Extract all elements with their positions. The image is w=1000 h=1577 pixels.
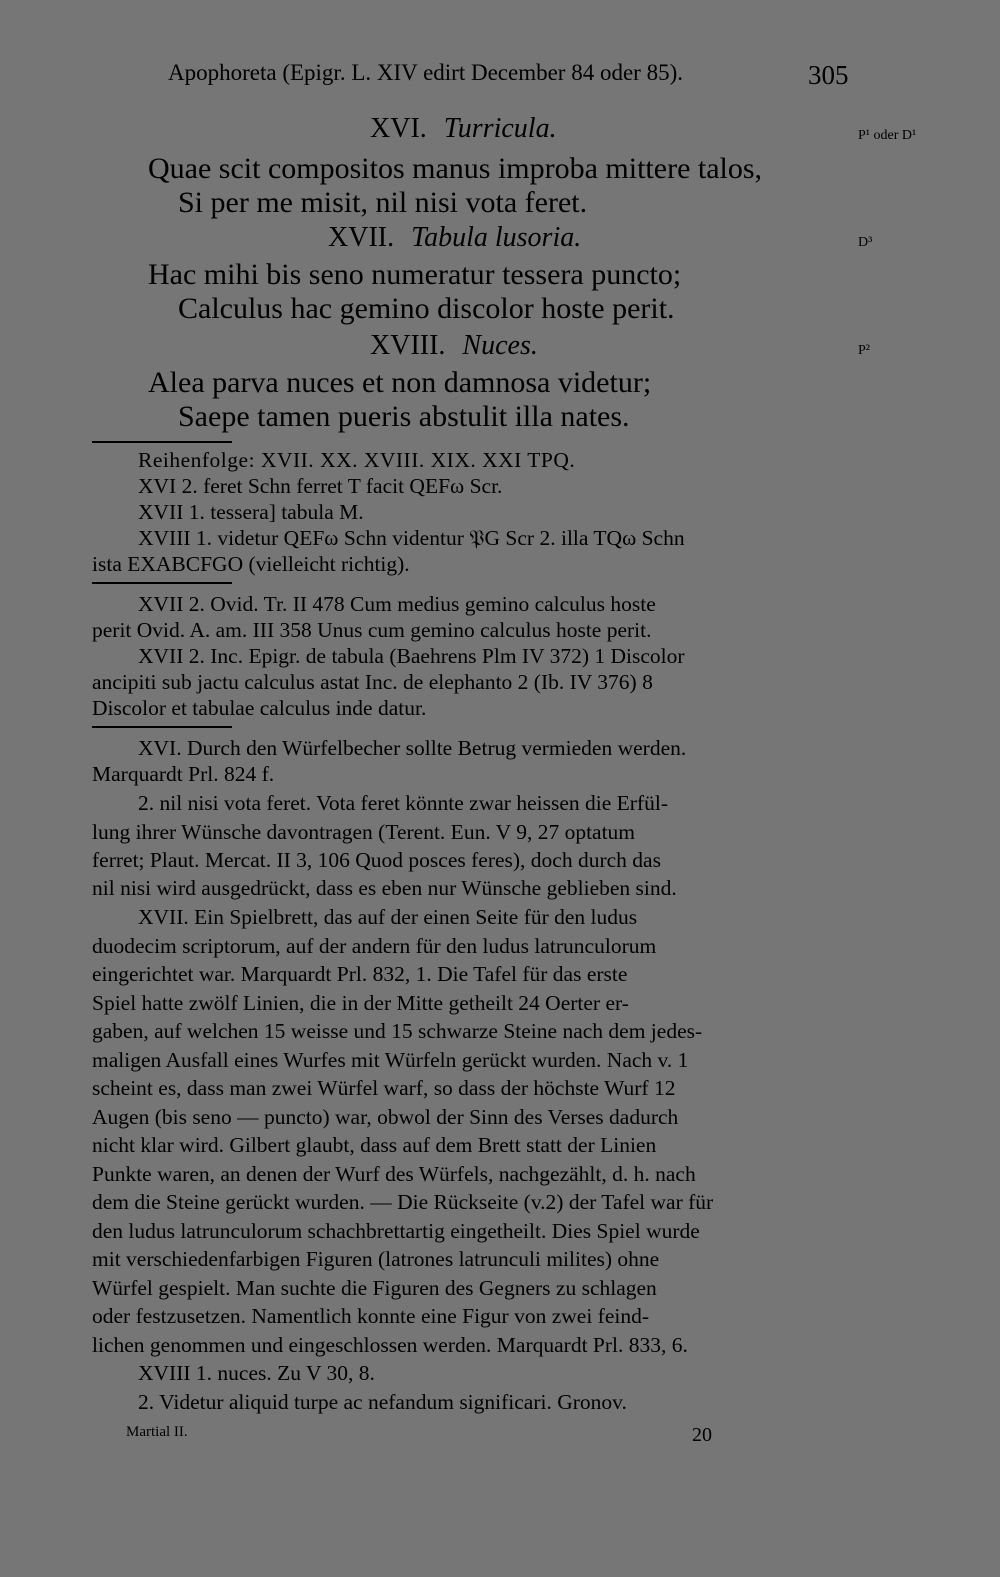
- margin-note: P²: [858, 343, 870, 358]
- commentary-line: nicht klar wird. Gilbert glaubt, dass auf dem Brett statt der Linien: [92, 1133, 657, 1157]
- commentary-line: maligen Ausfall eines Wurfes mit Würfeln gerückt wurden. Nach v. 1: [92, 1048, 689, 1072]
- commentary-line: lichen genommen und eingeschlossen werden. Marquardt Prl. 833, 6.: [92, 1333, 688, 1357]
- commentary-line: mit verschiedenfarbigen Figuren (latrones latrunculi milites) ohne: [92, 1247, 660, 1271]
- sheet-number: 20: [692, 1424, 712, 1446]
- poem-number: XVII.: [328, 222, 395, 253]
- divider: [92, 441, 232, 443]
- margin-note: P¹ oder D¹: [858, 128, 917, 143]
- commentary-line: dem die Steine gerückt wurden. — Die Rückseite (v.2) der Tafel war für: [92, 1190, 714, 1214]
- apparatus-line: XVII 1. tessera] tabula M.: [138, 500, 364, 524]
- apparatus-line: Reihenfolge: XVII. XX. XVIII. XIX. XXI TPQ.: [138, 448, 576, 472]
- poem-title: Turricula.: [443, 113, 557, 144]
- commentary-line: Punkte waren, an denen der Wurf des Würfels, nachgezählt, d. h. nach: [92, 1162, 696, 1186]
- commentary-line: scheint es, dass man zwei Würfel warf, so dass der höchste Wurf 12: [92, 1076, 676, 1100]
- commentary-line: nil nisi wird ausgedrückt, dass es eben nur Wünsche geblieben sind.: [92, 876, 677, 900]
- commentary-line: gaben, auf welchen 15 weisse und 15 schwarze Steine nach dem jedes-: [92, 1019, 703, 1043]
- commentary-line: Augen (bis seno — puncto) war, obwol der Sinn des Verses dadurch: [92, 1105, 679, 1129]
- running-head: Apophoreta (Epigr. L. XIV edirt December 84 oder 85).: [168, 60, 683, 85]
- commentary-line: oder festzusetzen. Namentlich konnte eine Figur von zwei feind-: [92, 1304, 650, 1328]
- commentary-line: Würfel gespielt. Man suchte die Figuren des Gegners zu schlagen: [92, 1276, 657, 1300]
- apparatus-line: XVIII 1. videtur QEFω Schn videntur 𝔓G Scr 2. illa TQω Schn: [138, 526, 685, 550]
- verse-line: Alea parva nuces et non damnosa videtur;: [148, 366, 652, 399]
- testimonia-line: perit Ovid. A. am. III 358 Unus cum gemino calculus hoste perit.: [92, 618, 652, 642]
- commentary-line: XVIII 1. nuces. Zu V 30, 8.: [138, 1361, 375, 1385]
- verse-line: Saepe tamen pueris abstulit illa nates.: [178, 400, 630, 433]
- testimonia-line: XVII 2. Ovid. Tr. II 478 Cum medius gemino calculus hoste: [138, 592, 656, 616]
- testimonia-line: Discolor et tabulae calculus inde datur.: [92, 696, 427, 720]
- apparatus-line: XVI 2. feret Schn ferret T facit QEFω Scr.: [138, 474, 503, 498]
- verse-line: Quae scit compositos manus improba mittere talos,: [148, 152, 763, 185]
- commentary-line: den ludus latrunculorum schachbrettartig eingetheilt. Dies Spiel wurde: [92, 1219, 700, 1243]
- commentary-line: 2. Videtur aliquid turpe ac nefandum significari. Gronov.: [138, 1390, 627, 1414]
- commentary-line: duodecim scriptorum, auf der andern für den ludus latrunculorum: [92, 934, 657, 958]
- commentary-line: Marquardt Prl. 824 f.: [92, 762, 275, 786]
- poem-number: XVIII.: [370, 330, 446, 361]
- poem-title: Nuces.: [462, 330, 538, 361]
- commentary-line: ferret; Plaut. Mercat. II 3, 106 Quod posces feres), doch durch das: [92, 848, 661, 872]
- commentary-line: XVII. Ein Spielbrett, das auf der einen Seite für den ludus: [138, 905, 638, 929]
- verse-line: Calculus hac gemino discolor hoste perit.: [178, 292, 675, 325]
- poem-heading-xvii: [328, 222, 581, 254]
- apparatus-line: ista EXABCFGO (vielleicht richtig).: [92, 552, 410, 576]
- signature-mark: Martial II.: [126, 1424, 188, 1440]
- page-number: 305: [808, 60, 849, 90]
- commentary-line: lung ihrer Wünsche davontragen (Terent. Eun. V 9, 27 optatum: [92, 820, 636, 844]
- verse-line: Hac mihi bis seno numeratur tessera puncto;: [148, 258, 682, 291]
- commentary-line: Spiel hatte zwölf Linien, die in der Mitte getheilt 24 Oerter er-: [92, 991, 629, 1015]
- commentary-line: XVI. Durch den Würfelbecher sollte Betrug vermieden werden.: [138, 736, 687, 760]
- divider: [92, 582, 232, 584]
- poem-heading-xviii: [370, 330, 538, 362]
- testimonia-line: ancipiti sub jactu calculus astat Inc. de elephanto 2 (Ib. IV 376) 8: [92, 670, 653, 694]
- verse-line: Si per me misit, nil nisi vota feret.: [178, 186, 588, 219]
- poem-title: Tabula lusoria.: [411, 222, 582, 253]
- margin-note: D³: [858, 235, 873, 250]
- poem-number: XVI.: [370, 113, 427, 144]
- testimonia-line: XVII 2. Inc. Epigr. de tabula (Baehrens Plm IV 372) 1 Discolor: [138, 644, 685, 668]
- commentary-line: eingerichtet war. Marquardt Prl. 832, 1. Die Tafel für das erste: [92, 962, 628, 986]
- divider: [92, 726, 232, 728]
- commentary-line: 2. nil nisi vota feret. Vota feret könnte zwar heissen die Erfül-: [138, 791, 668, 815]
- poem-heading-xvi: [370, 113, 557, 145]
